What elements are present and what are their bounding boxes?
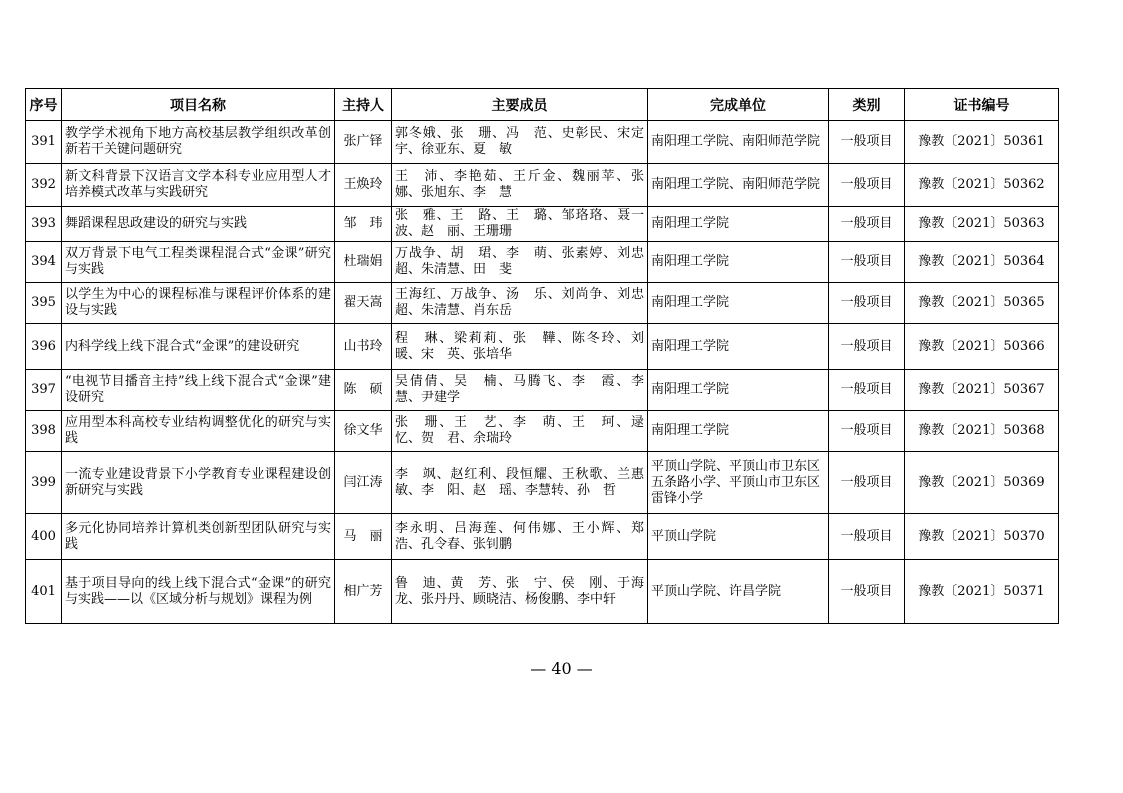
cell-certificate: 豫教〔2021〕50368 (905, 411, 1059, 452)
cell-project-name: 内科学线上线下混合式“金课”的建设研究 (62, 324, 335, 370)
cell-project-name: 一流专业建设背景下小学教育专业课程建设创新研究与实践 (62, 452, 335, 514)
cell-certificate: 豫教〔2021〕50365 (905, 283, 1059, 324)
cell-host: 闫江涛 (335, 452, 392, 514)
cell-unit: 南阳理工学院、南阳师范学院 (648, 121, 829, 164)
cell-project-name: 双万背景下电气工程类课程混合式“金课”研究与实践 (62, 242, 335, 283)
header-category: 类别 (829, 89, 905, 121)
header-row (26, 89, 1059, 121)
header-host: 主持人 (335, 89, 392, 121)
cell-certificate: 豫教〔2021〕50362 (905, 164, 1059, 207)
cell-no: 394 (26, 242, 62, 283)
table-row (26, 121, 1059, 164)
cell-certificate: 豫教〔2021〕50371 (905, 560, 1059, 624)
cell-members: 程 琳、梁莉莉、张 鞾、陈冬玲、刘 暖、宋 英、张培华 (392, 324, 648, 370)
cell-project-name: 舞蹈课程思政建设的研究与实践 (62, 207, 335, 242)
cell-project-name: 以学生为中心的课程标准与课程评价体系的建设与实践 (62, 283, 335, 324)
cell-unit: 南阳理工学院 (648, 283, 829, 324)
cell-members: 王海红、万战争、汤 乐、刘尚争、刘忠超、朱清慧、肖东岳 (392, 283, 648, 324)
header-project-name: 项目名称 (62, 89, 335, 121)
cell-category: 一般项目 (829, 283, 905, 324)
cell-unit: 南阳理工学院 (648, 242, 829, 283)
cell-unit: 平顶山学院 (648, 514, 829, 560)
cell-category: 一般项目 (829, 121, 905, 164)
cell-members: 李永明、吕海莲、何伟娜、王小辉、郑 浩、孔令春、张钊鹏 (392, 514, 648, 560)
cell-members: 鲁 迪、黄 芳、张 宁、侯 刚、于海龙、张丹丹、顾晓洁、杨俊鹏、李中轩 (392, 560, 648, 624)
header-no: 序号 (26, 89, 62, 121)
cell-unit: 平顶山学院、平顶山市卫东区五条路小学、平顶山市卫东区雷锋小学 (648, 452, 829, 514)
cell-no: 400 (26, 514, 62, 560)
cell-category: 一般项目 (829, 324, 905, 370)
cell-no: 398 (26, 411, 62, 452)
cell-members: 万战争、胡 珺、李 萌、张素婷、刘忠超、朱清慧、田 斐 (392, 242, 648, 283)
cell-certificate: 豫教〔2021〕50361 (905, 121, 1059, 164)
cell-unit: 平顶山学院、许昌学院 (648, 560, 829, 624)
cell-no: 391 (26, 121, 62, 164)
cell-category: 一般项目 (829, 164, 905, 207)
cell-host: 邹 玮 (335, 207, 392, 242)
cell-members: 李 飒、赵红利、段恒耀、王秋歌、兰惠敏、李 阳、赵 瑶、李慧转、孙 哲 (392, 452, 648, 514)
cell-no: 393 (26, 207, 62, 242)
cell-unit: 南阳理工学院 (648, 370, 829, 411)
table-row (26, 514, 1059, 560)
cell-members: 郭冬娥、张 珊、冯 范、史彰民、宋定宇、徐亚东、夏 敏 (392, 121, 648, 164)
cell-unit: 南阳理工学院 (648, 324, 829, 370)
table-row (26, 452, 1059, 514)
cell-category: 一般项目 (829, 242, 905, 283)
cell-project-name: “电视节目播音主持”线上线下混合式“金课”建设研究 (62, 370, 335, 411)
cell-certificate: 豫教〔2021〕50367 (905, 370, 1059, 411)
cell-no: 397 (26, 370, 62, 411)
cell-category: 一般项目 (829, 514, 905, 560)
table-row (26, 324, 1059, 370)
table-row (26, 283, 1059, 324)
cell-certificate: 豫教〔2021〕50366 (905, 324, 1059, 370)
header-members: 主要成员 (392, 89, 648, 121)
cell-no: 395 (26, 283, 62, 324)
cell-host: 马 丽 (335, 514, 392, 560)
cell-unit: 南阳理工学院 (648, 207, 829, 242)
cell-host: 翟天嵩 (335, 283, 392, 324)
cell-project-name: 基于项目导向的线上线下混合式“金课”的研究与实践——以《区域分析与规划》课程为例 (62, 560, 335, 624)
cell-host: 相广芳 (335, 560, 392, 624)
header-unit: 完成单位 (648, 89, 829, 121)
table-row (26, 560, 1059, 624)
cell-project-name: 教学学术视角下地方高校基层教学组织改革创新若干关键问题研究 (62, 121, 335, 164)
cell-unit: 南阳理工学院、南阳师范学院 (648, 164, 829, 207)
table-row (26, 164, 1059, 207)
cell-members: 王 沛、李艳茹、王斤金、魏丽苹、张 娜、张旭东、李 慧 (392, 164, 648, 207)
table-row (26, 411, 1059, 452)
cell-host: 王焕玲 (335, 164, 392, 207)
cell-certificate: 豫教〔2021〕50370 (905, 514, 1059, 560)
cell-certificate: 豫教〔2021〕50369 (905, 452, 1059, 514)
cell-category: 一般项目 (829, 207, 905, 242)
table-row (26, 370, 1059, 411)
cell-project-name: 多元化协同培养计算机类创新型团队研究与实践 (62, 514, 335, 560)
cell-project-name: 新文科背景下汉语言文学本科专业应用型人才培养模式改革与实践研究 (62, 164, 335, 207)
cell-host: 徐文华 (335, 411, 392, 452)
table-row (26, 242, 1059, 283)
cell-category: 一般项目 (829, 411, 905, 452)
page-number: — 40 — (530, 659, 593, 678)
cell-certificate: 豫教〔2021〕50363 (905, 207, 1059, 242)
cell-no: 399 (26, 452, 62, 514)
cell-category: 一般项目 (829, 560, 905, 624)
cell-host: 张广铎 (335, 121, 392, 164)
cell-no: 396 (26, 324, 62, 370)
header-certificate: 证书编号 (905, 89, 1059, 121)
cell-members: 张 雅、王 路、王 璐、邹珞珞、聂一波、赵 丽、王珊珊 (392, 207, 648, 242)
cell-unit: 南阳理工学院 (648, 411, 829, 452)
project-table (25, 88, 1059, 624)
cell-no: 401 (26, 560, 62, 624)
cell-members: 吴倩倩、吴 楠、马腾飞、李 霞、李 慧、尹建学 (392, 370, 648, 411)
cell-host: 陈 硕 (335, 370, 392, 411)
cell-category: 一般项目 (829, 452, 905, 514)
cell-members: 张 珊、王 艺、李 萌、王 珂、逯 忆、贺 君、余瑞玲 (392, 411, 648, 452)
cell-certificate: 豫教〔2021〕50364 (905, 242, 1059, 283)
cell-host: 杜瑞娟 (335, 242, 392, 283)
cell-no: 392 (26, 164, 62, 207)
cell-category: 一般项目 (829, 370, 905, 411)
cell-host: 山书玲 (335, 324, 392, 370)
cell-project-name: 应用型本科高校专业结构调整优化的研究与实践 (62, 411, 335, 452)
table-row (26, 207, 1059, 242)
